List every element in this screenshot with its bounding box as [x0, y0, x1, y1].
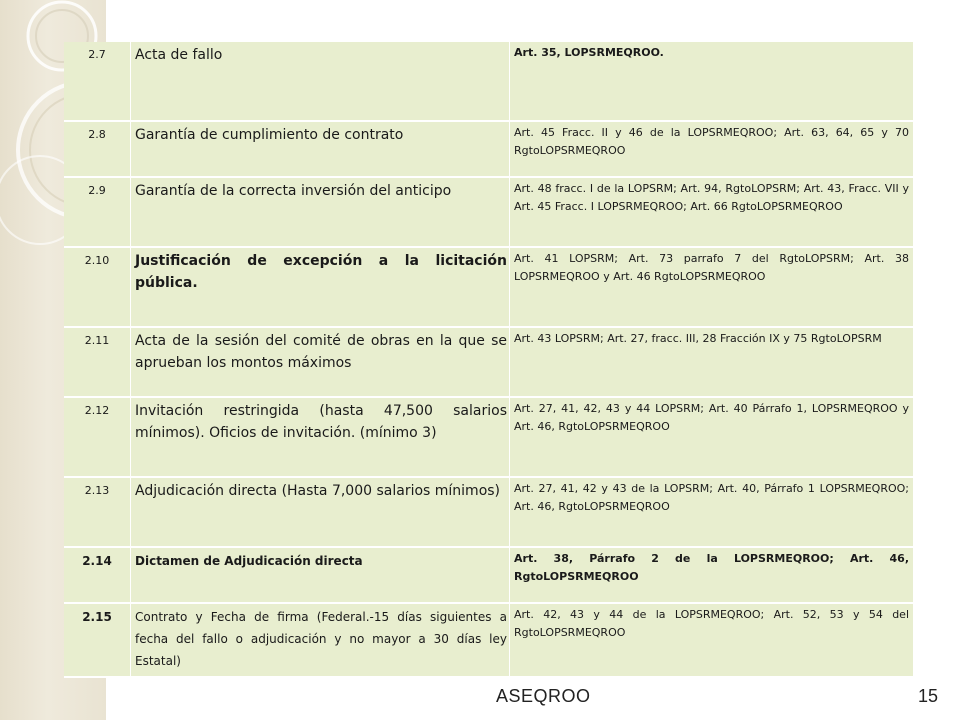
row-legal-reference: Art. 27, 41, 42, 43 y 44 LOPSRM; Art. 40 Párrafo 1, LOPSRMEQROO y Art. 46, RgtoLOPSRMEQROO [510, 398, 913, 478]
row-legal-reference: Art. 43 LOPSRM; Art. 27, fracc. III, 28 Fracción IX y 75 RgtoLOPSRM [510, 328, 913, 398]
requirements-table-container [64, 42, 909, 678]
table-row [64, 248, 913, 328]
row-number: 2.14 [64, 548, 131, 604]
page-number: 15 [918, 686, 939, 706]
row-description: Invitación restringida (hasta 47,500 salarios mínimos). Oficios de invitación. (mínimo 3) [131, 398, 510, 478]
table-row [64, 398, 913, 478]
row-number: 2.7 [64, 42, 131, 122]
row-number: 2.9 [64, 178, 131, 248]
row-description: Acta de fallo [131, 42, 510, 122]
row-description: Justificación de excepción a la licitación pública. [131, 248, 510, 328]
row-description: Garantía de cumplimiento de contrato [131, 122, 510, 178]
table-row [64, 548, 913, 604]
row-number: 2.13 [64, 478, 131, 548]
row-number: 2.8 [64, 122, 131, 178]
row-number: 2.12 [64, 398, 131, 478]
row-legal-reference: Art. 35, LOPSRMEQROO. [510, 42, 913, 122]
footer-brand: ASEQROO [496, 686, 591, 706]
table-row [64, 42, 913, 122]
table-row [64, 328, 913, 398]
row-description: Garantía de la correcta inversión del anticipo [131, 178, 510, 248]
row-description: Adjudicación directa (Hasta 7,000 salarios mínimos) [131, 478, 510, 548]
row-number: 2.10 [64, 248, 131, 328]
row-legal-reference: Art. 42, 43 y 44 de la LOPSRMEQROO; Art. 52, 53 y 54 del RgtoLOPSRMEQROO [510, 604, 913, 678]
row-legal-reference: Art. 48 fracc. I de la LOPSRM; Art. 94, RgtoLOPSRM; Art. 43, Fracc. VII y Art. 45 Fracc. I LOPSRMEQROO; Art. 66 RgtoLOPSRMEQROO [510, 178, 913, 248]
table-row [64, 604, 913, 678]
requirements-table [64, 42, 913, 678]
row-legal-reference: Art. 27, 41, 42 y 43 de la LOPSRM; Art. 40, Párrafo 1 LOPSRMEQROO; Art. 46, RgtoLOPSRMEQROO [510, 478, 913, 548]
row-legal-reference: Art. 41 LOPSRM; Art. 73 parrafo 7 del RgtoLOPSRM; Art. 38 LOPSRMEQROO y Art. 46 RgtoLOPSRMEQROO [510, 248, 913, 328]
row-number: 2.15 [64, 604, 131, 678]
row-description: Contrato y Fecha de firma (Federal.-15 días siguientes a fecha del fallo o adjudicación y no mayor a 30 días ley Estatal) [131, 604, 510, 678]
table-row [64, 178, 913, 248]
row-legal-reference: Art. 38, Párrafo 2 de la LOPSRMEQROO; Art. 46, RgtoLOPSRMEQROO [510, 548, 913, 604]
row-number: 2.11 [64, 328, 131, 398]
row-description: Dictamen de Adjudicación directa [131, 548, 510, 604]
table-row [64, 478, 913, 548]
table-row [64, 122, 913, 178]
row-description: Acta de la sesión del comité de obras en la que se aprueban los montos máximos [131, 328, 510, 398]
row-legal-reference: Art. 45 Fracc. II y 46 de la LOPSRMEQROO; Art. 63, 64, 65 y 70 RgtoLOPSRMEQROO [510, 122, 913, 178]
